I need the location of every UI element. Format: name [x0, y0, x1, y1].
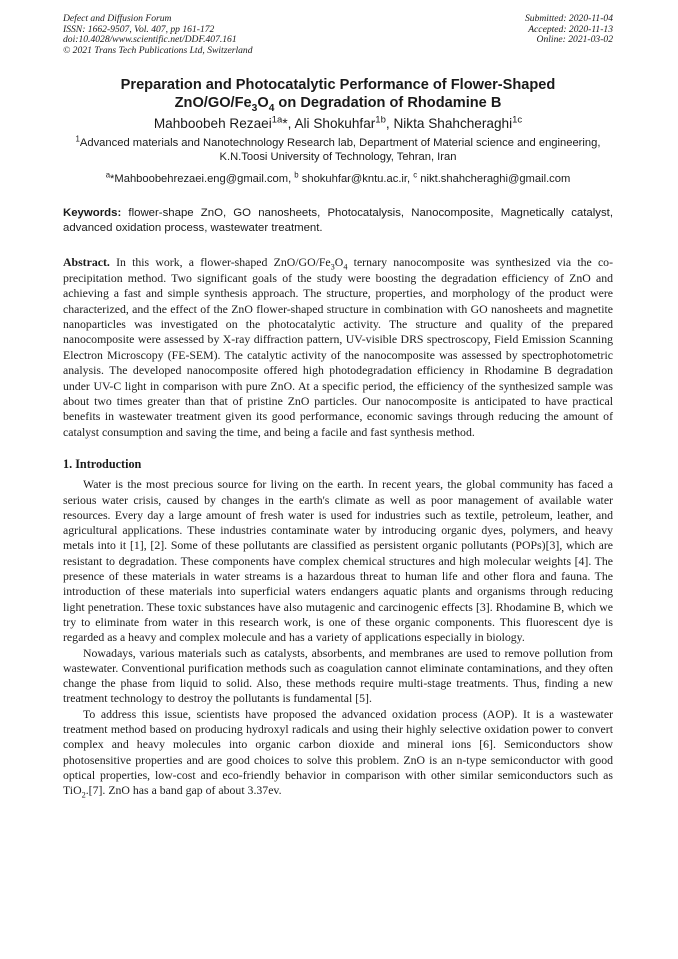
copyright-line: © 2021 Trans Tech Publications Ltd, Switzerland: [63, 44, 253, 56]
abstract-sub-1: 3: [330, 262, 335, 272]
section-heading-introduction: 1. Introduction: [63, 457, 142, 472]
intro-paragraph-1: Water is the most precious source for living on the earth. In recent years, the global community has faced a serious water crisis, caused by changes in the earth's climate as well as poor management of available water resources. Every day a large amount of fresh water is used for industries such as textile, petroleum, leather, and agricultural applications. These industries contaminate water by introducing organic dyes, polymers, and heavy metals into it [1], [2]. Some of these pollutants are classified as persistent organic pollutants (POPs)[3], which are resistant to degradation. These components have complex chemical structures and high molecular weights [4]. The presence of these materials in water streams is a hazardous threat to human life and other flora and fauna. The introduction of these materials into superficial waters endangers aquatic plants and organisms through reducing light penetration. These toxic substances have also mutagenic and carcinogenic effects [3]. Rhodamine B, which we try to eliminate from water in this research work, is one of these organic components. This fluorescent dye is regarded as a heavy and complex molecule and has a variety of applications especially in biology.: [63, 477, 613, 645]
issn-line: ISSN: 1662-9507, Vol. 407, pp 161-172: [63, 23, 215, 35]
keywords-text: flower-shape ZnO, GO nanosheets, Photocatalysis, Nanocomposite, Magnetically catalyst, advanced oxidation process, wastewater treatment.: [63, 207, 613, 234]
title-line-2: [63, 94, 613, 115]
corresponding-mark: *: [282, 116, 288, 132]
accepted-date: Accepted: 2020-11-13: [528, 23, 613, 35]
title-text-c: on Degradation of Rhodamine B: [274, 95, 502, 112]
submitted-date: Submitted: 2020-11-04: [524, 13, 613, 24]
title-sub-2: 4: [268, 103, 275, 115]
affiliation-text: Advanced materials and Nanotechnology Research lab, Department of Material science and engineering, K.N.Toosi University of Technology, Tehran, Iran: [79, 137, 601, 164]
journal-header: [63, 14, 613, 56]
abstract-text-3: ternary nanocomposite was synthesized via the co-precipitation method. Two significant goals of the study were boosting the degradation efficiency of ZnO and achieving a fast and simple synthesis approach. The structure, properties, and morphology of the product were characterized, and the effect of the ZnO flower-shaped structure in combination with GO nanosheets and magnetite nanoparticles was investigated on the photocatalytic activity. The structure and quality of the prepared nanocomposite were assessed by X-ray diffraction pattern, UV-visible DRS spectroscopy, Field Emission Scanning Electron Microscopy (FE-SEM). The catalytic activity of the nanocomposite was assessed by spectrophotometric analysis. The developed nanocomposite offered high photodegradation efficiency in Rhodamine B degradation under UV-C light in comparison with pure ZnO. At a specific period, the efficiency of the synthesized sample was about two times greater than that of pristine ZnO particles. Our nanocomposite is anticipated to have practical benefits in wastewater treatment given its good performance, economic savings through reducing the amount of catalyst consumption and saving the time, and being a facile and fast synthesis method.: [63, 255, 614, 439]
affiliation: [63, 136, 613, 164]
title-sub-1: 3: [251, 103, 258, 115]
intro-p3-text-a: To address this issue, scientists have proposed the advanced oxidation process (AOP). It is a wastewater treatment method based on producing hydroxyl radicals and using their highly selective oxidation power to convert complex and heavy molecules into organic carbon dioxide and mineral ions [6]. Semiconductors show photosensitive properties and are good choices to solve this problem. ZnO is an n-type semiconductor with good optical properties, low-cost and eco-friendly behavior in comparison with other similar semiconductors such as TiO: [63, 706, 613, 798]
email-b[interactable]: shokuhfar@kntu.ac.ir,: [298, 173, 414, 186]
affiliation-sup: 1: [75, 134, 80, 144]
title-line-1: Preparation and Photocatalytic Performance of Flower-Shaped: [120, 77, 556, 94]
author-2-sup: 1b: [375, 114, 386, 126]
abstract: [63, 255, 613, 440]
intro-paragraph-2: Nowadays, various materials such as catalysts, absorbents, and membranes are used to remove pollution from wastewater. Conventional purification methods such as coagulation cannot eliminate contaminations, and they often change the phase from liquid to solid. Also, these methods require multi-stage treatments. Thus, finding a new treatment technology to destroy the pollutants is fundamental [5].: [63, 645, 613, 706]
email-c-sup: c: [413, 170, 418, 180]
author-3: , Nikta Shahcheraghi: [385, 116, 513, 132]
title-text-a: ZnO/GO/Fe: [174, 95, 252, 112]
abstract-sub-2: 4: [343, 262, 348, 272]
abstract-text-1: In this work, a flower-shaped ZnO/GO/Fe: [109, 255, 331, 270]
email-a[interactable]: *Mahboobehrezaei.eng@gmail.com,: [110, 173, 295, 186]
paper-page: [63, 14, 613, 798]
journal-info: [63, 14, 253, 56]
email-b-sup: b: [294, 170, 299, 180]
doi-line[interactable]: doi:10.4028/www.scientific.net/DDF.407.161: [63, 34, 237, 46]
abstract-label: Abstract.: [63, 255, 110, 270]
online-date: Online: 2021-03-02: [536, 34, 613, 46]
keywords: [63, 206, 613, 235]
journal-name: Defect and Diffusion Forum: [63, 13, 172, 24]
intro-p3-sub: 2: [81, 790, 86, 800]
title-text-b: O: [257, 95, 269, 112]
author-1: Mahboobeh Rezaei: [153, 116, 272, 132]
author-1-sup: 1a: [271, 114, 283, 126]
author-3-sup: 1c: [512, 114, 523, 126]
keywords-label: Keywords:: [63, 207, 122, 220]
author-2: , Ali Shokuhfar: [287, 116, 376, 132]
paper-title: [63, 76, 613, 115]
intro-p3-text-b: .[7]. ZnO has a band gap of about 3.37ev.: [85, 783, 282, 798]
abstract-text-2: O: [334, 255, 344, 270]
email-a-sup: a: [105, 170, 111, 180]
author-emails: [63, 172, 613, 186]
dates-info: [525, 14, 613, 56]
email-c[interactable]: nikt.shahcheraghi@gmail.com: [417, 173, 571, 186]
intro-paragraph-3: [63, 707, 613, 799]
author-list: [63, 115, 613, 132]
